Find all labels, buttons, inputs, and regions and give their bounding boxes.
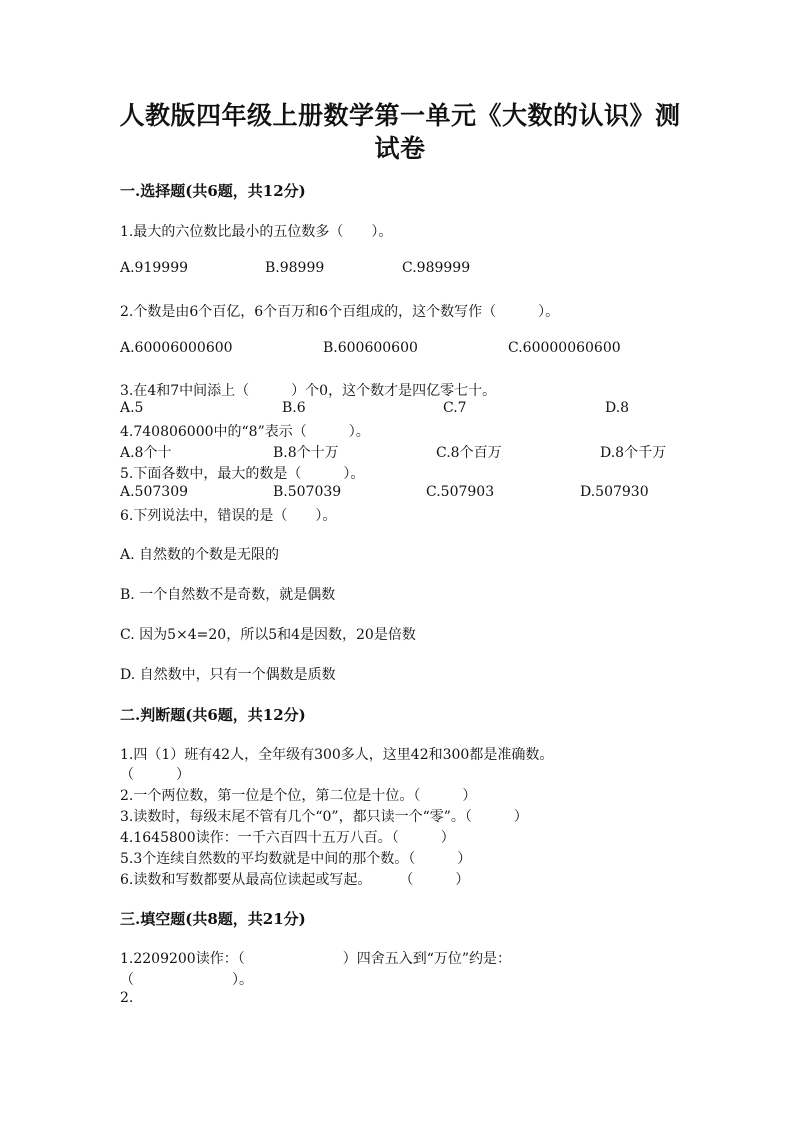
section-heading-judge: 二.判断题(共6题，共12分) xyxy=(120,706,306,724)
option-b: B. 一个自然数不是奇数，就是偶数 xyxy=(120,587,336,603)
fill-answer-blank: （ ）。 xyxy=(120,972,253,988)
question-stem: 1.最大的六位数比最小的五位数多（ ）。 xyxy=(120,224,393,240)
option-a: A.8个十 xyxy=(120,445,172,461)
option-c: C.60000060600 xyxy=(508,340,621,356)
section-heading-choice: 一.选择题(共6题，共12分) xyxy=(120,182,306,200)
option-d: D.8 xyxy=(605,400,630,416)
question-stem: 4.740806000中的“8”表示（ ）。 xyxy=(120,424,370,440)
option-b: B.507039 xyxy=(273,484,342,500)
option-d: D.507930 xyxy=(580,484,649,500)
option-d: D.8个千万 xyxy=(600,445,667,461)
judge-answer-blank: （ ） xyxy=(120,767,190,783)
question-stem: 3.在4和7中间添上（ ）个0，这个数才是四亿零七十。 xyxy=(120,383,497,399)
option-a: A.507309 xyxy=(120,484,189,500)
question-stem: 5.下面各数中，最大的数是（ ）。 xyxy=(120,466,365,482)
option-a: A.5 xyxy=(120,400,144,416)
judge-item: 3.读数时，每级末尾不管有几个“0”，都只读一个“零”。（ ） xyxy=(120,809,528,825)
fill-item: 2. xyxy=(120,990,134,1006)
option-b: B.8个十万 xyxy=(273,445,339,461)
option-b: B.600600600 xyxy=(323,340,418,356)
judge-item: 2.一个两位数，第一位是个位，第二位是十位。（ ） xyxy=(120,788,477,804)
option-c: C.8个百万 xyxy=(436,445,502,461)
judge-item: 5.3个连续自然数的平均数就是中间的那个数。（ ） xyxy=(120,851,472,867)
option-c: C. 因为5×4=20，所以5和4是因数，20是倍数 xyxy=(120,627,416,643)
option-c: C.989999 xyxy=(402,260,471,276)
fill-item: 1.2209200读作：（ ）四舍五入到“万位”约是： xyxy=(120,951,512,967)
option-d: D. 自然数中，只有一个偶数是质数 xyxy=(120,667,336,683)
judge-item: 1.四（1）班有42人，全年级有300多人，这里42和300都是准确数。 xyxy=(120,747,554,763)
option-a: A. 自然数的个数是无限的 xyxy=(120,547,280,563)
judge-item: 4.1645800读作：一千六百四十五万八百。（ ） xyxy=(120,830,455,846)
option-b: B.6 xyxy=(282,400,306,416)
option-a: A.60006000600 xyxy=(120,340,233,356)
judge-item: 6.读数和写数都要从最高位读起或写起。 （ ） xyxy=(120,872,470,888)
section-heading-fill: 三.填空题(共8题，共21分) xyxy=(120,910,306,928)
document-title-line2: 试卷 xyxy=(374,134,426,163)
document-title-line1: 人教版四年级上册数学第一单元《大数的认识》测 xyxy=(119,101,681,130)
option-c: C.7 xyxy=(443,400,467,416)
question-stem: 6.下列说法中，错误的是（ ）。 xyxy=(120,508,337,524)
option-b: B.98999 xyxy=(265,260,325,276)
option-c: C.507903 xyxy=(426,484,495,500)
question-stem: 2.个数是由6个百亿，6个百万和6个百组成的，这个数写作（ ）。 xyxy=(120,304,560,320)
option-a: A.919999 xyxy=(120,260,189,276)
